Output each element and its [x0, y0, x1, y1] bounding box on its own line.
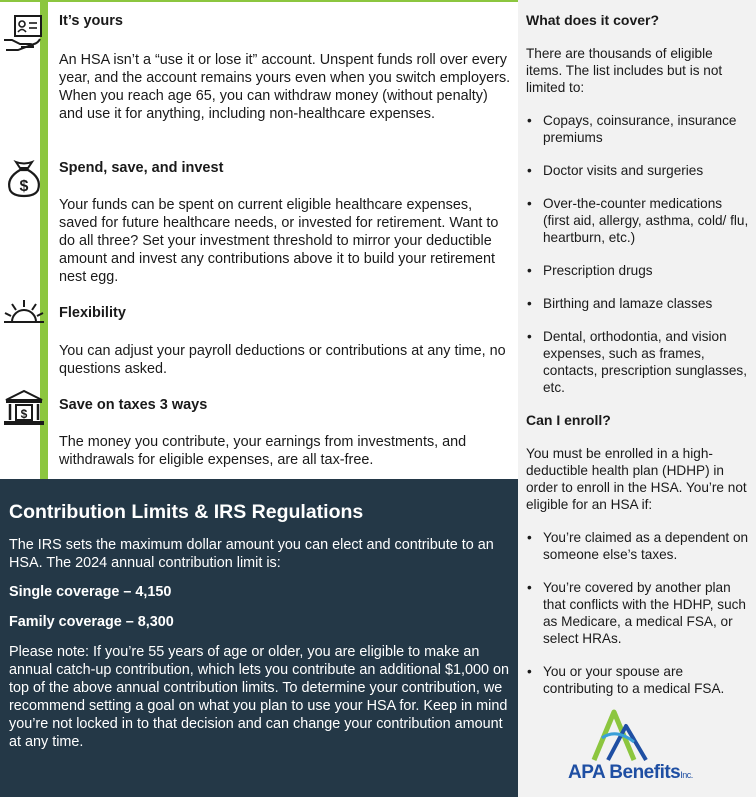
cover-intro: There are thousands of eligible items. The list includes but is not limited to:: [526, 46, 723, 95]
contribution-intro: The IRS sets the maximum dollar amount you can elect and contribute to an HSA. The 2024 annual contribution limit is:: [9, 537, 494, 571]
feature-body: Your funds can be spent on current eligible healthcare expenses, saved for future healthcare needs, or invested for retirement. Want to do all three? Set your investment threshold to mirror your deductible amount and invest any contributions above it to build your retirement nest egg.: [59, 197, 499, 285]
enroll-heading: Can I enroll?: [526, 412, 611, 428]
cover-list: [526, 112, 752, 396]
feature-title: Spend, save, and invest: [59, 160, 224, 176]
logo-wordmark: [568, 762, 693, 784]
list-item: • You’re claimed as a dependent on someone else’s taxes.: [526, 529, 752, 563]
list-item: • Doctor visits and surgeries: [526, 162, 752, 179]
list-item: • Copays, coinsurance, insurance premiums: [526, 112, 752, 146]
apa-logo-mark-icon: [590, 708, 650, 762]
profile-card-hand-icon: [2, 14, 46, 54]
enroll-intro: You must be enrolled in a high-deductible health plan (HDHP) in order to enroll in the HSA. You’re not eligible for an HSA if:: [526, 446, 747, 512]
list-item: • Birthing and lamaze classes: [526, 295, 752, 312]
list-item: • You’re covered by another plan that conflicts with the HDHP, such as Medicare, a medical FSA, or select HRAs.: [526, 579, 752, 647]
list-item: • Over-the-counter medications (first aid, allergy, asthma, cold/ flu, heartburn, etc.): [526, 195, 752, 246]
sunrise-icon: [2, 296, 46, 336]
feature-body: An HSA isn’t a “use it or lose it” account. Unspent funds roll over every year, and the account remains yours even when you switch employers. When you reach age 65, you can withdraw money (without penalty) and use it for anything, including non-healthcare expenses.: [59, 52, 511, 122]
sidebar-content: [526, 12, 752, 713]
feature-body: The money you contribute, your earnings from investments, and withdrawals for eligible expenses, are all tax-free.: [59, 434, 467, 468]
logo-suffix: Inc.: [680, 770, 693, 780]
contribution-heading: Contribution Limits & IRS Regulations: [9, 501, 364, 523]
single-coverage: Single coverage – 4,150: [9, 584, 172, 600]
enroll-list: [526, 529, 752, 697]
apa-benefits-logo: [568, 708, 700, 788]
cover-heading: What does it cover?: [526, 12, 660, 28]
bank-icon: [2, 388, 46, 428]
list-item: • Prescription drugs: [526, 262, 752, 279]
svg-text:$: $: [20, 407, 28, 421]
money-bag-icon: [2, 158, 46, 198]
contribution-limits-panel: [0, 479, 518, 797]
svg-text:$: $: [19, 178, 29, 195]
feature-title: It’s yours: [59, 13, 123, 29]
feature-title: Flexibility: [59, 305, 126, 321]
feature-body: You can adjust your payroll deductions or contributions at any time, no questions asked.: [59, 343, 506, 377]
family-coverage: Family coverage – 8,300: [9, 614, 174, 630]
list-item: • You or your spouse are contributing to a medical FSA.: [526, 663, 752, 697]
logo-name: APA Benefits: [568, 762, 681, 783]
feature-title: Save on taxes 3 ways: [59, 397, 208, 413]
sidebar: [518, 0, 756, 797]
contribution-note: Please note: If you’re 55 years of age or older, you are eligible to make an annual catch-up contribution, which lets you contribute an additional $1,000 on top of the above annual contribution limits. To determine your contribution, we recommend setting a goal on what you plan to use your HSA for. Keep in mind you’re not locked in to that decision and can change your contribution amount at any time.: [9, 644, 510, 750]
list-item: • Dental, orthodontia, and vision expenses, such as frames, contacts, prescription sunglasses, etc.: [526, 328, 752, 396]
